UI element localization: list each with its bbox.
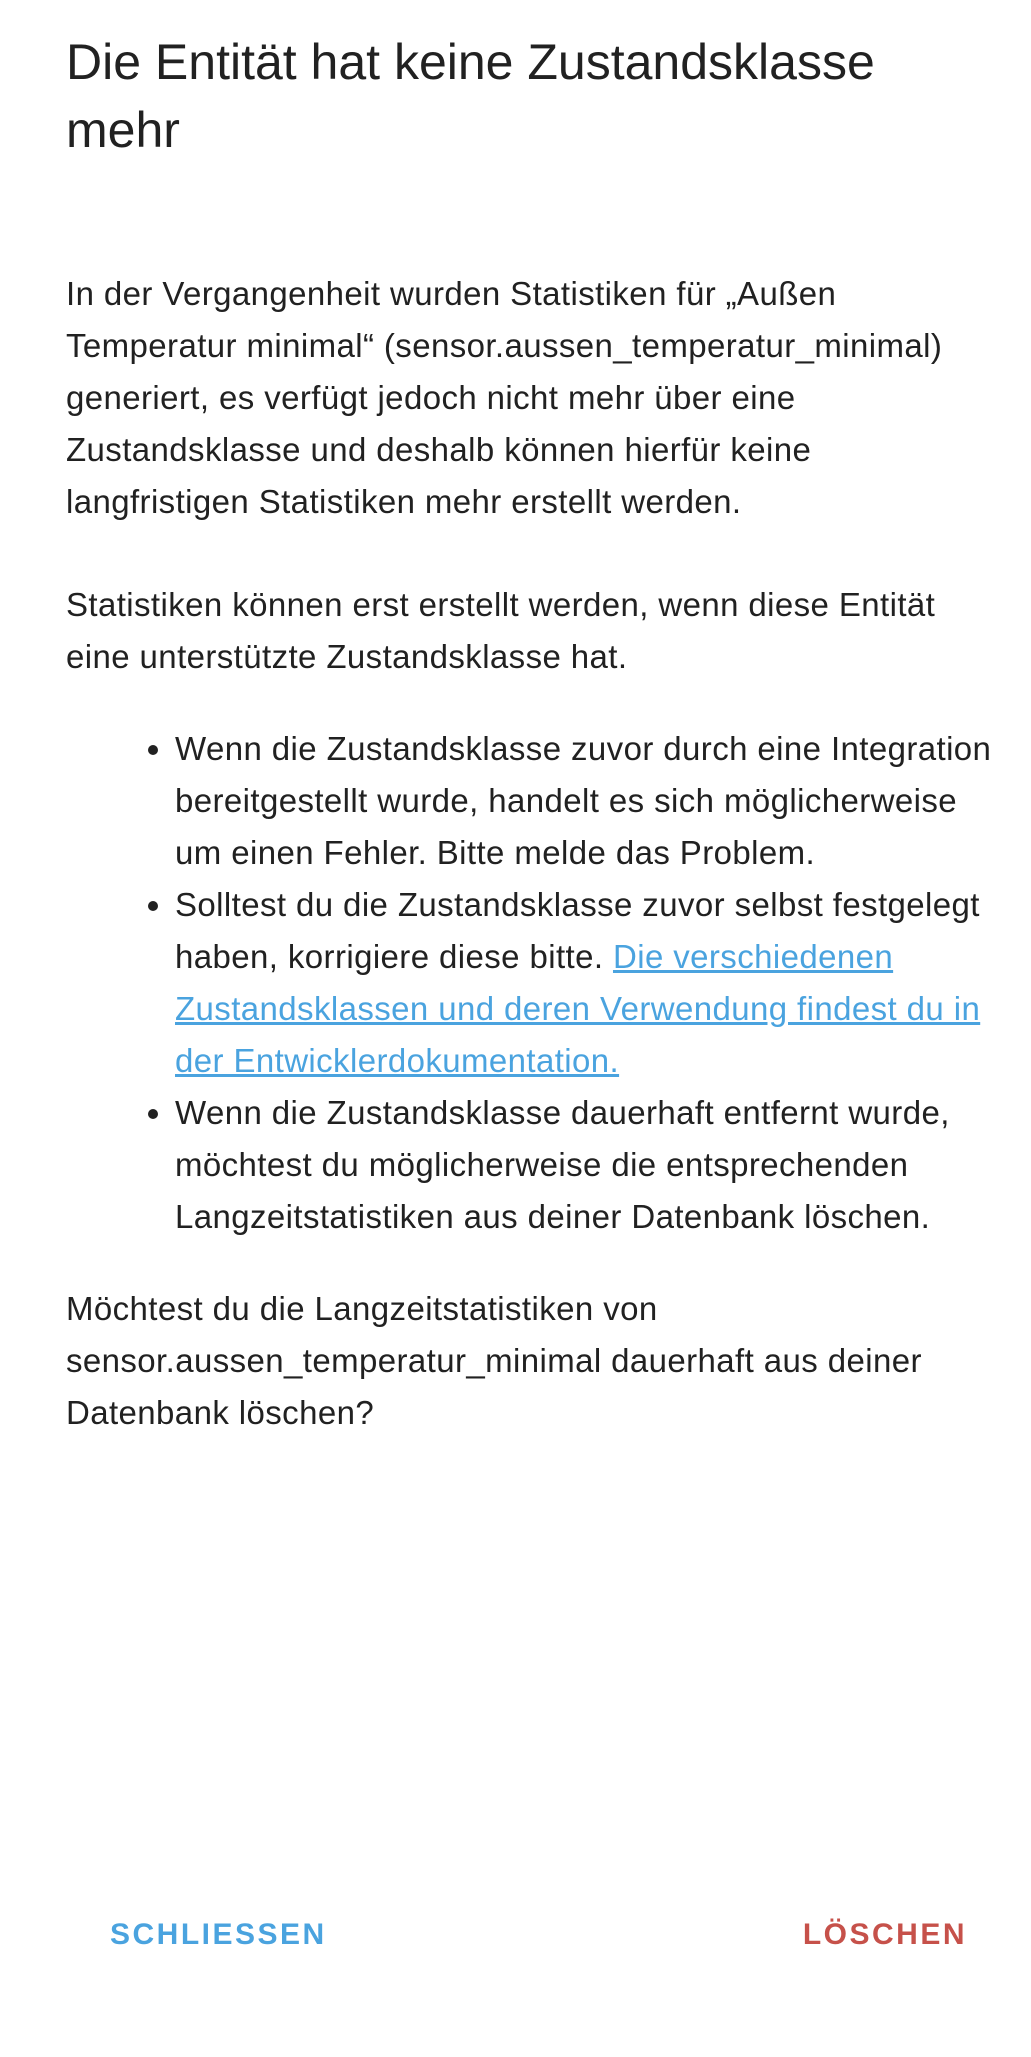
dialog-content <box>66 268 996 1439</box>
dialog-title: Die Entität hat keine Zustandsklasse mehr <box>66 34 875 158</box>
list-item-text: Wenn die Zustandsklasse zuvor durch eine Integration bereitgestellt wurde, handelt es sich möglicherweise um einen Fehler. Bitte melde das Problem. <box>175 730 992 871</box>
delete-button[interactable]: LÖSCHEN <box>779 1910 991 1960</box>
dialog-actions <box>0 1910 1031 1970</box>
delete-question: Möchtest du die Langzeitstatistiken von sensor.aussen_temperatur_minimal dauerhaft aus deiner Datenbank löschen? <box>66 1290 922 1431</box>
list-item-text: Solltest du die Zustandsklasse zuvor selbst festgelegt haben, korrigiere diese bitte. <box>175 886 980 975</box>
explanation-paragraph: In der Vergangenheit wurden Statistiken für „Außen Temperatur minimal“ (sensor.aussen_temperatur_minimal) generiert, es verfügt jedoch nicht mehr über eine Zustandsklasse und deshalb können hierfür keine langfristigen Statistiken mehr erstellt werden. <box>66 275 943 520</box>
close-button[interactable]: SCHLIESSEN <box>86 1910 351 1960</box>
list-item <box>175 1087 996 1243</box>
list-item <box>175 723 996 879</box>
developer-docs-link[interactable]: Die verschiedenen Zustandsklassen und deren Verwendung findest du in der Entwicklerdokumentation. <box>175 938 981 1079</box>
list-item-text: Wenn die Zustandsklasse dauerhaft entfernt wurde, möchtest du möglicherweise die entsprechenden Langzeitstatistiken aus deiner Datenbank löschen. <box>175 1094 950 1235</box>
list-item <box>175 879 996 1087</box>
requirement-paragraph: Statistiken können erst erstellt werden, wenn diese Entität eine unterstützte Zustandsklasse hat. <box>66 586 936 675</box>
reason-list <box>66 723 996 1243</box>
